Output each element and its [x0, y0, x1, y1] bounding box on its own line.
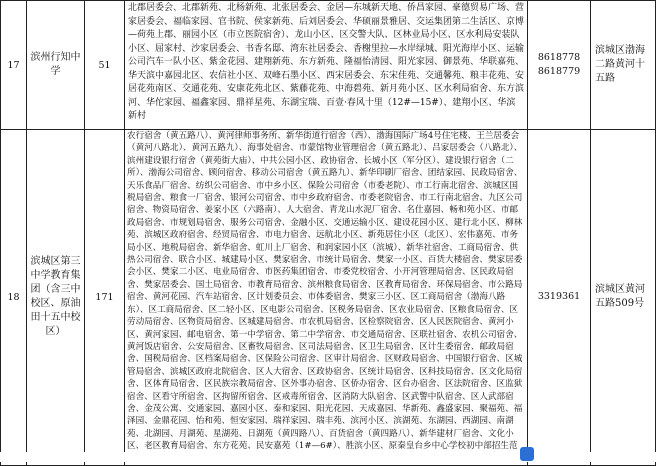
school-name: 滨城区第三中学教育集团（含三中校区、原油田十五中校区）	[27, 130, 85, 466]
phone-line: 3319361	[537, 291, 581, 303]
school-address: 滨城区黄河五路509号	[591, 130, 656, 466]
phone-line: 8618779	[537, 66, 581, 77]
phone-line: 8618778	[537, 52, 581, 63]
bottom-margin	[0, 452, 660, 462]
school-address: 滨城区渤海二路黄河十五路	[591, 1, 656, 130]
enrollment-area: 北郡居委会、北郡新苑、北杨新苑、北张居委会、金居—东城新天地、侨昌家园、豪德贸易广场、营家居委会、福临家园、官书院、侯家新苑、后刘居委会、华硕丽景雅居、交运集团第二生活区、京博—荷苑上郡、丽园小区（市立医院宿舍）、龙山小区、区交警大队、区林业局小区、区水利局安装队小区、屈家村、沙家居委会、书香名邸、湾东社居委会、香榭里拉—水岸绿城、阳光海岸小区、运输公司汽车一队小区、紫金花园、建翔新苑、东方新苑、隆福怡清园、阳光家园、御景苑、华联嘉苑、华天滨中嘉园北区、农信社小区、双峰石墨小区、西宋居委会、东宋佳苑、交通馨苑、粮丰花苑、安居花苑南区、交通花苑、安康花苑北区、紫藤花苑、中海碧苑、新月苑小区、区水利局宿舍、东方滨河、华佗家园、福鑫家园、鼎祥星苑、东湖宝瑞、百壹·春风十里（12#—15#）、建翔小区、华滨新村	[125, 1, 528, 130]
row-number: 18	[1, 130, 27, 466]
contact-phone	[528, 1, 591, 130]
table-row	[1, 1, 656, 130]
table-row	[1, 130, 656, 466]
school-name: 滨州行知中学	[27, 1, 85, 130]
class-count: 51	[85, 1, 125, 130]
class-count: 171	[85, 130, 125, 466]
row-number: 17	[1, 1, 27, 130]
contact-phone	[528, 130, 591, 466]
blue-badge-icon	[520, 447, 534, 461]
enrollment-area: 农行宿舍（黄五路八）、黄河律师事务所、新华街道行宿舍（西）、渤海国际广场4号住宅楼、王兰居委会（黄河八路北）、黄河五路九）、海事处宿舍、市蒙馆物业管理宿舍（黄五路北）、吕家居委会（八路北）、滨州建设银行宿舍（黄苑街大庙）、中共公园小区、政协宿舍、长城小区（军分区）、建设银行宿舍（二所）、渤海公司宿舍、顾问宿舍、移动公司宿舍（黄五路九）、新华印刷厂宿舍、团结家园、民政局宿舍、天乐食品厂宿舍、纺织公司宿舍、市中乡小区、保险公司宿舍（市委老院）、市工行南北宿舍、滨城区国税局宿舍、粮食一厂宿舍、银河公司宿舍、市中乡政府宿舍、市委老院宿舍、市工行南北宿舍、九区公司宿舍、物资局宿舍、姜家小区（六路南）、人大宿舍、青龙山水泥厂宿舍、名仕嘉园、畅和苑小区、市邮政局宿舍、市规划局宿舍、服务公司宿舍、金融小区、交通运输小区、建设花园小区、建行北小区、柳林苑、滨城区政府宿舍、经贸局宿舍、市电力宿舍、远航北小区、新苑居住小区（北区）、宏伟嘉苑、市务局小区、地税局宿舍、新华宿舍、虹川上厂宿舍、和润家园小区（滨城）、新华社宿舍、工商局宿舍、供热公司宿舍、联合小区、城建局小区、樊家宿舍、市统计局宿舍、樊家一小区、百货大楼宿舍、樊家居委会小区、樊家二小区、电业局宿舍、市医药集团宿舍、市委党校宿舍、小开河管理局宿舍、区民政局宿舍、樊家居委会、国土局宿舍、市教育局宿舍、滨州粮食局宿舍、区教育局宿舍、环保局宿舍、市公路局宿舍、黄河花园、汽车站宿舍、区计划委员会、市体委宿舍、樊家三小区、区工商局宿舍（渤海八路东）、区工商局宿舍、区二轻小区、区电影公司宿舍、区税务局宿舍、区农业局宿舍、区粮食局宿舍、区劳动局宿舍、区物资局宿舍、区城建局宿舍、市农机局宿舍、区检察院宿舍、区人民医院宿舍、黄河小区、黄河家园、邮电宿舍、第一中学宿舍、第二中学宿舍、市交通局宿舍、区联社宿舍、农机公司宿舍、黄河饭店宿舍、公安局宿舍、区畜牧局宿舍、区司法局宿舍、区卫生局宿舍、区计生委宿舍、邮政局宿舍、国税局宿舍、区档案局宿舍、区保险公司宿舍、区审计局宿舍、区财政局宿舍、中国银行宿舍、区城管局宿舍、滨城区政府北院宿舍、区人大宿舍、区政协宿舍、区统计局宿舍、区科技局宿舍、区文化局宿舍、区体育局宿舍、区民族宗教局宿舍、区外事办宿舍、区侨办宿舍、区台办宿舍、区法院宿舍、区监狱宿舍、区看守所宿舍、区拘留所宿舍、区戒毒所宿舍、区消防大队宿舍、区武警中队宿舍、区人武部宿舍、金茂公寓、交通家园、嘉园小区、泰和家园、阳光花园、天成嘉园、华新苑、鑫盛家园、聚福苑、福泽园、金鼎花园、怡和苑、恒安家园、瑞祥家园、瑞丰苑、滨河小区、滨湖苑、东湖园、西湖园、南湖苑、北湖园、月湖苑、星湖苑、日湖苑（黄四路八）、百货宿舍（黄四路八）、新华建材厂宿舍、文化小区、老区教育局宿舍、东方花苑、民安嘉苑（1#—6#）、胜滨小区、原秦皇台乡中心学校初中部招生范	[125, 130, 528, 466]
